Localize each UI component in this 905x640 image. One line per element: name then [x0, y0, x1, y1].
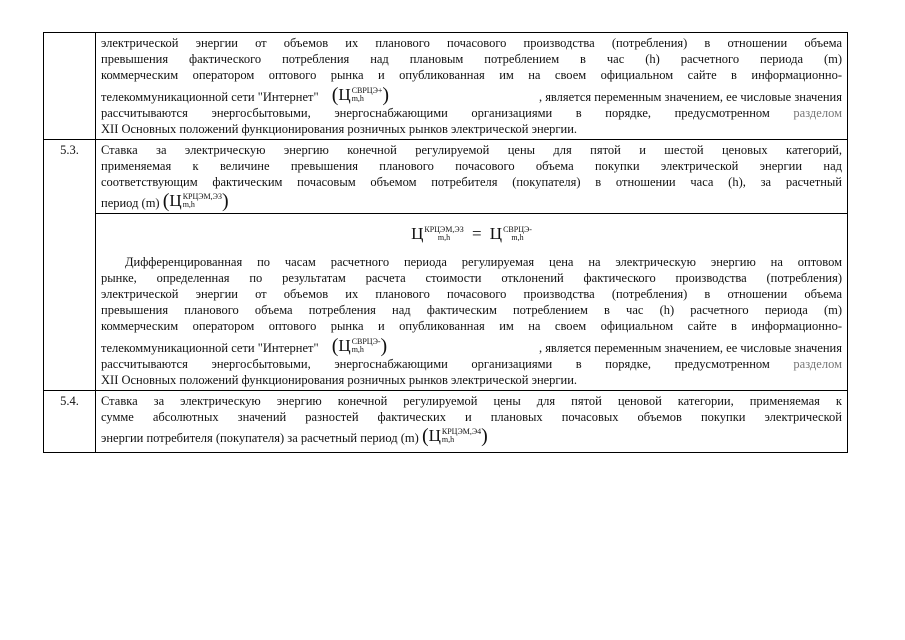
- formula-symbol: Ц: [489, 224, 503, 243]
- row-text-cell: [96, 140, 848, 214]
- inline-formula: ( Ц КРЦЭМ,Э4 m,h ): [421, 425, 488, 447]
- text-line: Ставка за электрическую энергию конечной регулируемой цены для пятой ценовой категории, применяемая к: [101, 394, 842, 408]
- text-fragment-gray: разделом: [793, 106, 842, 120]
- formula-subscript: m,h: [351, 94, 364, 103]
- text-line: XII Основных положений функционирования розничных рынков электрической энергии.: [101, 122, 578, 136]
- text-line: превышения планового объема потребления над фактическим потреблением в час (h) расчетного периода (m): [101, 303, 842, 317]
- row-text-cell: [96, 214, 848, 391]
- text-line: [101, 105, 842, 121]
- table-row-5-3: [44, 140, 848, 214]
- text-line: коммерческим оператором оптового рынка и опубликованная им на своем официальном сайте в информационно-: [101, 319, 842, 333]
- display-formula: [101, 216, 842, 254]
- row-text-cell: [96, 391, 848, 453]
- row-text-cell: [96, 33, 848, 140]
- formula-superscript: КРЦЭМ,ЭЗ: [182, 192, 223, 201]
- formula-text-line: [101, 425, 842, 446]
- text-line: сумме абсолютных значений разностей фактических и плановых почасовых объемов покупки электрической: [101, 410, 842, 424]
- text-line: рынке, определенная по результатам расчета стоимости отклонений фактического производства (потребления): [101, 271, 842, 285]
- text-fragment: рассчитываются энергосбытовыми, энергоснабжающими организациями в порядке, предусмотренном: [101, 357, 770, 371]
- row-number: 5.4.: [60, 394, 79, 408]
- formula-superscript: СВРЦЭ-: [503, 225, 532, 234]
- table-row-5-3-detail: [44, 214, 848, 391]
- inline-formula: ( Ц СВРЦЭ+ m,h ): [331, 84, 390, 106]
- formula-subscript: m,h: [437, 233, 451, 242]
- text-fragment: , является переменным значением, ее числовые значения: [538, 90, 842, 104]
- formula-superscript: СВРЦЭ+: [351, 86, 383, 95]
- text-line: XII Основных положений функционирования розничных рынков электрической энергии.: [101, 373, 578, 387]
- text-fragment-gray: разделом: [793, 357, 842, 371]
- text-line: Ставка за электрическую энергию конечной регулируемой цены для пятой и шестой ценовых категорий,: [101, 143, 842, 157]
- formula-subscript: m,h: [441, 435, 455, 444]
- formula-symbol: Ц: [338, 336, 351, 355]
- formula-symbol: Ц: [428, 426, 441, 445]
- formula-symbol: Ц: [411, 224, 424, 243]
- text-fragment: энергии потребителя (покупателя) за расчетный период (m): [101, 431, 419, 445]
- formula-symbol: Ц: [338, 85, 351, 104]
- text-line: коммерческим оператором оптового рынка и опубликованная им на своем официальном сайте в информационно-: [101, 68, 842, 82]
- formula-superscript: КРЦЭМ,ЭЗ: [424, 225, 464, 234]
- table-row-continuation: [44, 33, 848, 140]
- document-table: [43, 32, 848, 453]
- text-line: применяемая к величине превышения планового почасового объема покупки электрической энергии над: [101, 159, 842, 173]
- formula-text-line: [101, 83, 842, 105]
- table-row-5-4: [44, 391, 848, 453]
- formula-subscript: m,h: [351, 345, 364, 354]
- formula-text-line: [101, 334, 842, 356]
- formula-text-line: [101, 190, 842, 211]
- formula-subscript: m,h: [182, 200, 195, 209]
- text-fragment: рассчитываются энергосбытовыми, энергоснабжающими организациями в порядке, предусмотренном: [101, 106, 770, 120]
- row-number-cell: [44, 33, 96, 140]
- text-fragment: период (m): [101, 196, 160, 210]
- formula-superscript: СВРЦЭ-: [351, 337, 381, 346]
- text-fragment: телекоммуникационной сети "Интернет": [101, 90, 319, 104]
- formula-equals: =: [471, 224, 482, 243]
- inline-formula: ( Ц КРЦЭМ,ЭЗ m,h ): [162, 190, 229, 212]
- text-line: электрической энергии от объемов их планового почасового производства (потребления) в отношении объема: [101, 36, 842, 50]
- row-number-cell: [44, 391, 96, 453]
- text-fragment: , является переменным значением, ее числовые значения: [538, 341, 842, 355]
- formula-symbol: Ц: [169, 191, 182, 210]
- formula-subscript: m,h: [511, 233, 524, 242]
- row-number: 5.3.: [60, 143, 79, 157]
- text-line: [101, 356, 842, 372]
- text-line: соответствующим фактическим почасовым объемом потребителя (покупателя) в отношении часа (h), за расчетный: [101, 175, 842, 189]
- row-number-cell: [44, 140, 96, 391]
- text-fragment: телекоммуникационной сети "Интернет": [101, 341, 319, 355]
- text-line: электрической энергии от объемов их планового почасового производства (потребления) в отношении объема: [101, 287, 842, 301]
- text-line: Дифференцированная по часам расчетного периода регулируемая цена на электрическую энергию на оптовом: [125, 255, 842, 269]
- formula-superscript: КРЦЭМ,Э4: [441, 427, 482, 436]
- text-line: превышения фактического потребления над плановым потреблением в час (h) расчетного периода (m): [101, 52, 842, 66]
- inline-formula: ( Ц СВРЦЭ- m,h ): [331, 335, 388, 357]
